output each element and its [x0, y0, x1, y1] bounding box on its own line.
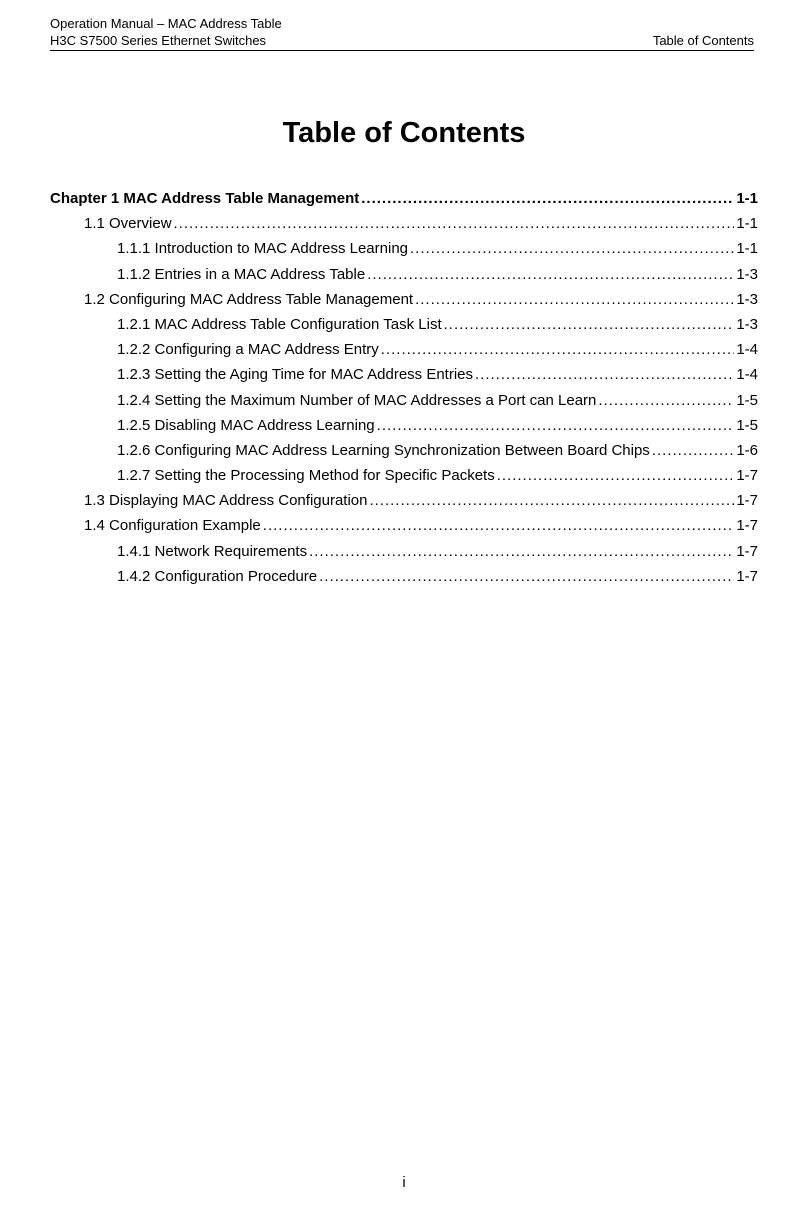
dot-leader — [475, 362, 734, 387]
dot-leader — [410, 236, 734, 261]
toc-entry-label: 1.2.7 Setting the Processing Method for Specific Packets — [117, 467, 495, 485]
dot-leader — [444, 312, 735, 337]
page-number: i — [402, 1174, 406, 1191]
toc-entry-label: 1.4.1 Network Requirements — [117, 542, 308, 560]
toc-entry[interactable] — [50, 211, 758, 236]
dot-leader — [497, 463, 735, 488]
toc-entry-page: 1-6 — [736, 441, 758, 459]
page-header — [50, 15, 754, 49]
toc-entry-page: 1-1 — [736, 215, 758, 233]
toc-entry-page: 1-7 — [736, 517, 758, 535]
product-name: H3C S7500 Series Ethernet Switches — [50, 33, 267, 48]
dot-leader — [369, 488, 734, 513]
toc-entry[interactable] — [50, 312, 758, 337]
toc-entry-label: 1.2.5 Disabling MAC Address Learning — [117, 416, 375, 434]
dot-leader — [263, 513, 735, 538]
dot-leader — [367, 262, 734, 287]
toc-entry-page: 1-4 — [736, 341, 758, 359]
table-of-contents — [50, 186, 758, 589]
toc-entry-label: Chapter 1 MAC Address Table Management — [50, 190, 360, 207]
dot-leader — [598, 388, 734, 413]
toc-entry-page: 1-4 — [736, 366, 758, 384]
page-title: Table of Contents — [282, 117, 526, 149]
toc-entry[interactable] — [50, 413, 758, 438]
section-name: Table of Contents — [652, 33, 754, 48]
toc-entry[interactable] — [50, 236, 758, 261]
header-divider — [50, 50, 754, 51]
dot-leader — [174, 211, 735, 236]
header-row-1 — [50, 15, 754, 32]
toc-entry-label: 1.2.6 Configuring MAC Address Learning Synchronization Between Board Chips — [117, 441, 650, 459]
toc-entry-page: 1-7 — [736, 467, 758, 485]
toc-entry[interactable] — [50, 438, 758, 463]
toc-entry-page: 1-7 — [736, 542, 758, 560]
toc-entry-page: 1-3 — [736, 265, 758, 283]
header-row-2 — [50, 32, 754, 49]
toc-entry-page: 1-5 — [736, 391, 758, 409]
toc-entry[interactable] — [50, 488, 758, 513]
toc-entry-page: 1-3 — [736, 290, 758, 308]
toc-entry[interactable] — [50, 186, 758, 211]
toc-entry-label: 1.2.3 Setting the Aging Time for MAC Address Entries — [117, 366, 474, 384]
toc-entry-page: 1-3 — [736, 315, 758, 333]
dot-leader — [309, 539, 734, 564]
dot-leader — [415, 287, 734, 312]
toc-entry-label: 1.1.2 Entries in a MAC Address Table — [117, 265, 366, 283]
toc-entry[interactable] — [50, 388, 758, 413]
dot-leader — [377, 413, 735, 438]
toc-entry-label: 1.4.2 Configuration Procedure — [117, 567, 318, 585]
toc-entry-label: 1.2.1 MAC Address Table Configuration Task List — [117, 315, 442, 333]
toc-entry-page: 1-1 — [736, 190, 758, 207]
dot-leader — [652, 438, 735, 463]
toc-entry-label: 1.2 Configuring MAC Address Table Management — [84, 290, 414, 308]
dot-leader — [381, 337, 735, 362]
toc-entry[interactable] — [50, 564, 758, 589]
toc-entry[interactable] — [50, 262, 758, 287]
manual-title: Operation Manual – MAC Address Table — [50, 16, 282, 31]
toc-entry-label: 1.4 Configuration Example — [84, 517, 261, 535]
toc-entry-label: 1.2.4 Setting the Maximum Number of MAC Addresses a Port can Learn — [117, 391, 597, 409]
toc-entry-page: 1-7 — [736, 492, 758, 510]
toc-entry-label: 1.3 Displaying MAC Address Configuration — [84, 492, 368, 510]
toc-entry-label: 1.2.2 Configuring a MAC Address Entry — [117, 341, 379, 359]
toc-entry[interactable] — [50, 362, 758, 387]
toc-entry-page: 1-7 — [736, 567, 758, 585]
toc-entry-label: 1.1 Overview — [84, 215, 172, 233]
toc-entry[interactable] — [50, 539, 758, 564]
toc-entry[interactable] — [50, 513, 758, 538]
toc-entry-page: 1-5 — [736, 416, 758, 434]
toc-entry-label: 1.1.1 Introduction to MAC Address Learning — [117, 240, 409, 258]
toc-entry[interactable] — [50, 337, 758, 362]
toc-entry[interactable] — [50, 463, 758, 488]
dot-leader — [361, 186, 734, 211]
toc-entry[interactable] — [50, 287, 758, 312]
toc-entry-page: 1-1 — [736, 240, 758, 258]
dot-leader — [319, 564, 734, 589]
